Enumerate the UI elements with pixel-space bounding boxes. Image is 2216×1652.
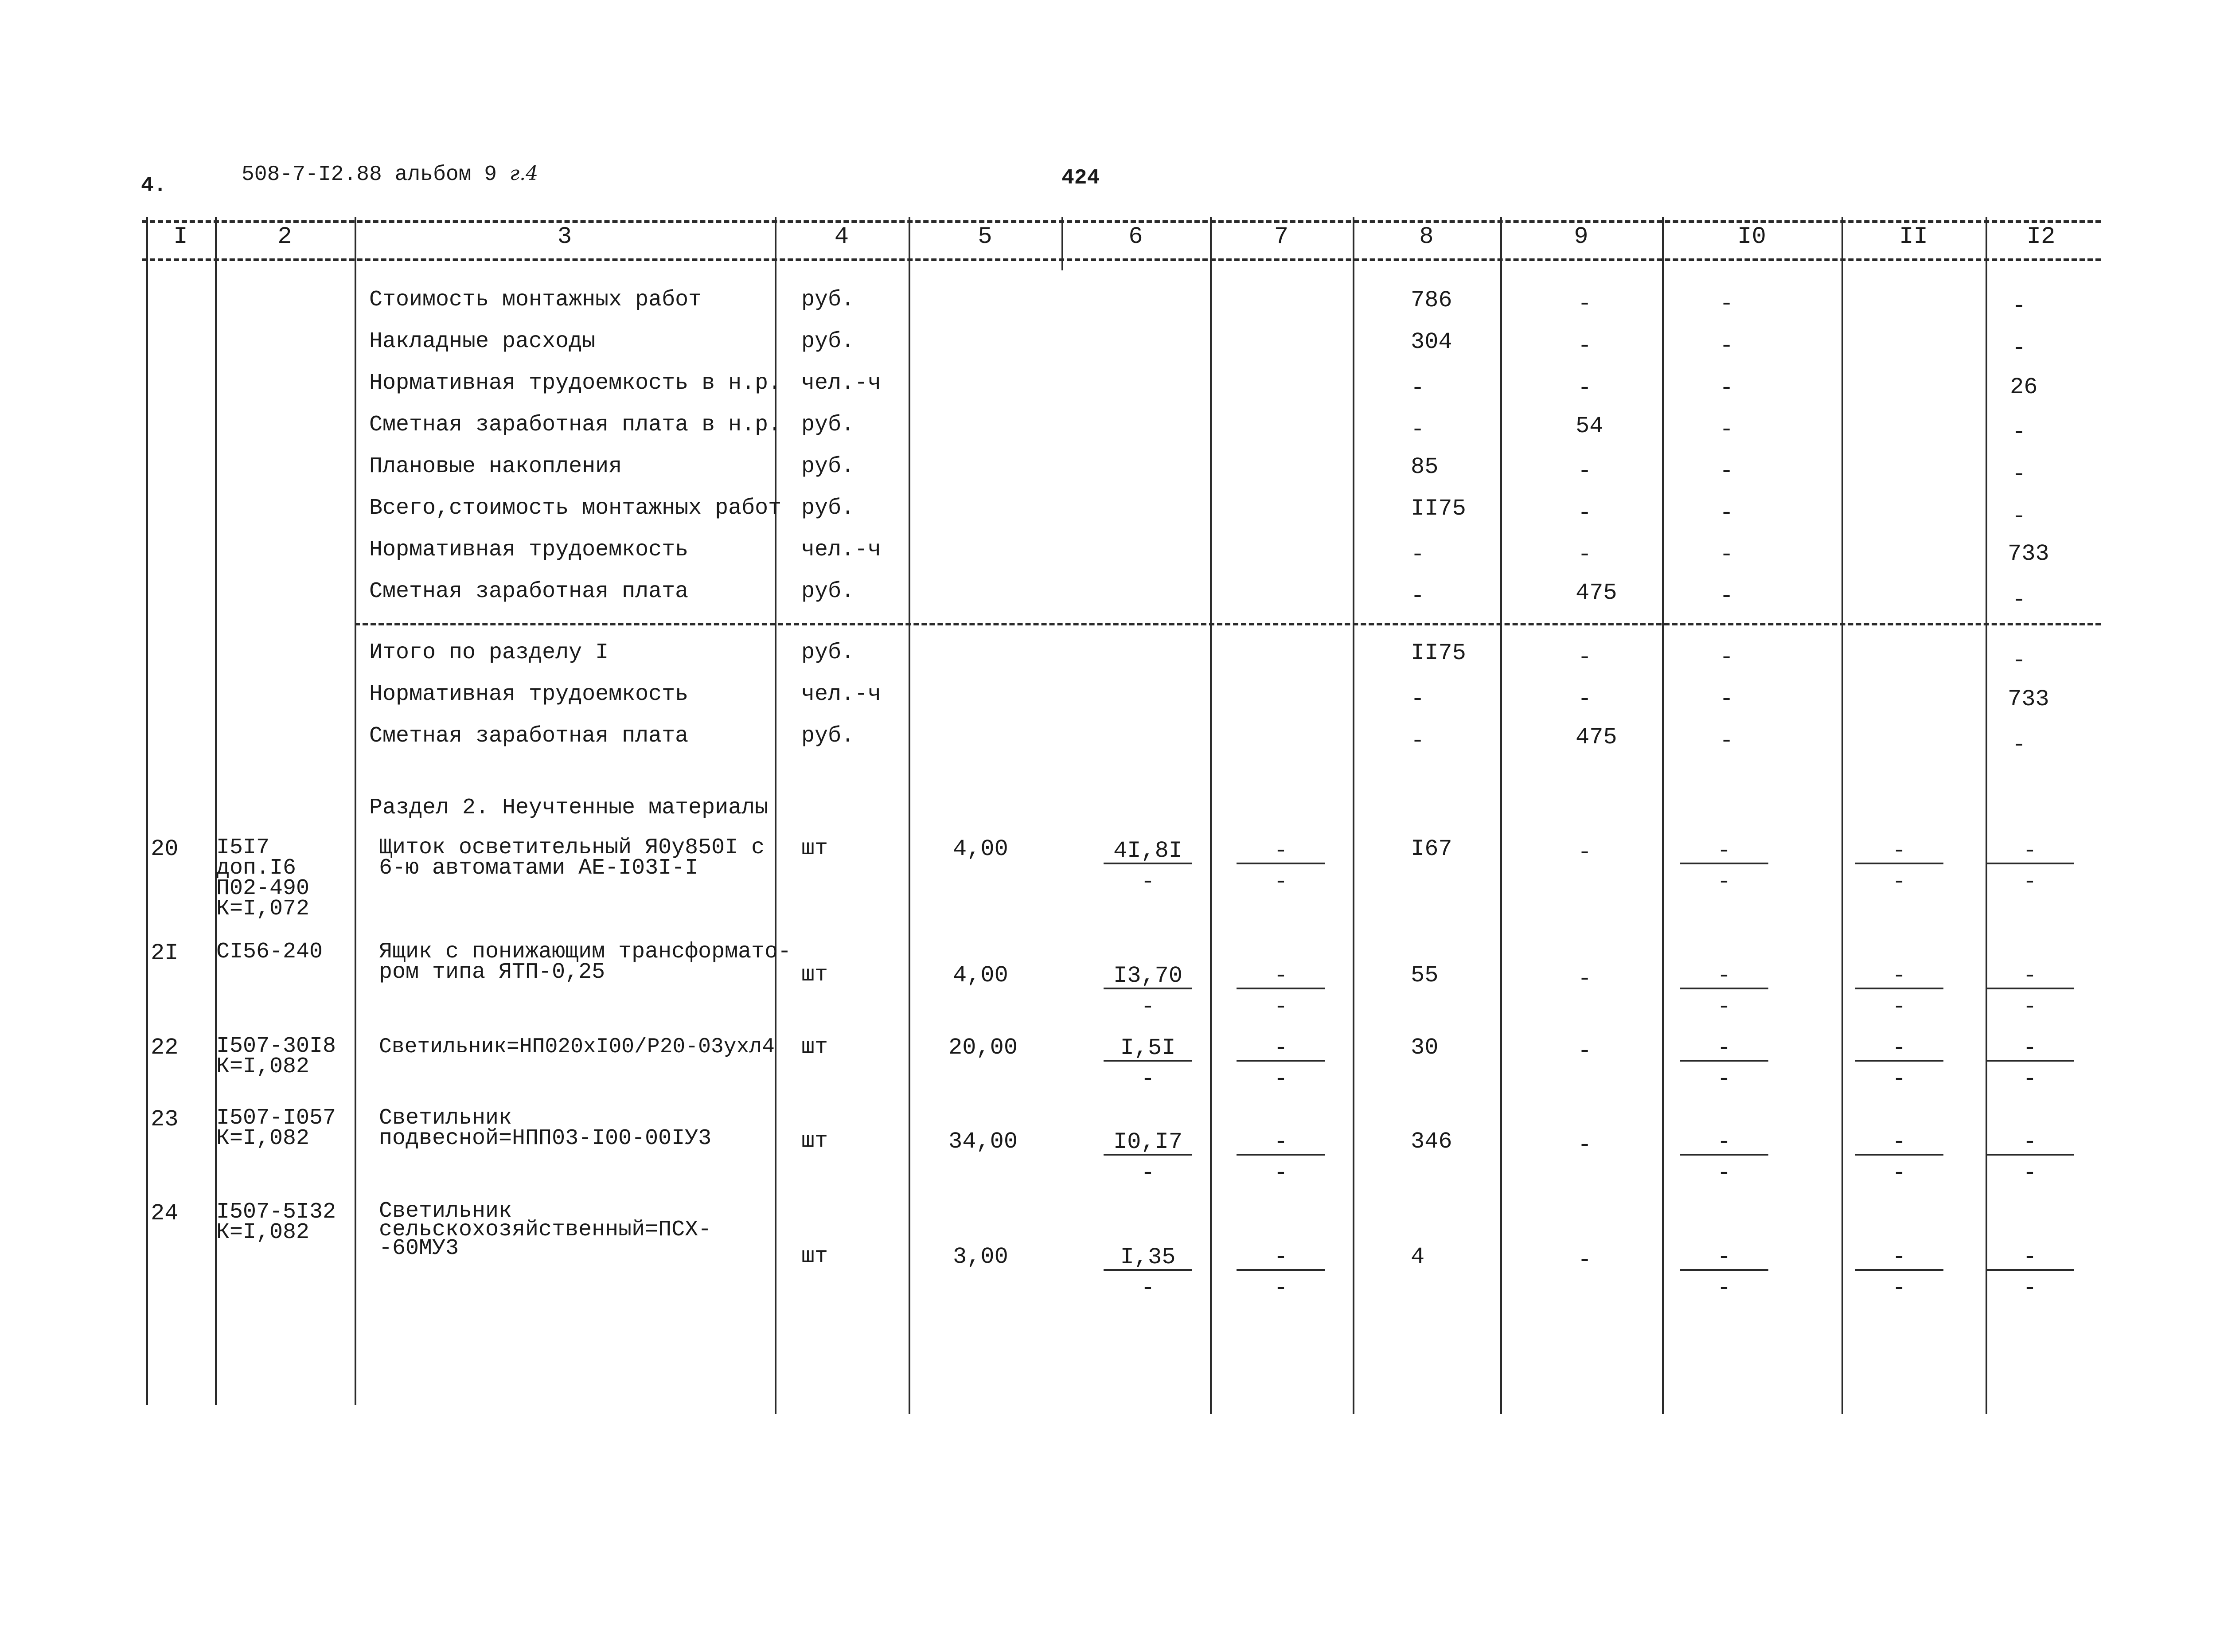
column-header: 9 xyxy=(1574,223,1588,250)
cell-col12: - xyxy=(2012,504,2026,530)
item-quantity: 4,00 xyxy=(953,836,1008,862)
col7-main: - xyxy=(1237,838,1325,864)
cell-col9: - xyxy=(1578,1038,1592,1064)
price-sub: - xyxy=(1141,869,1155,895)
cell-col8: 55 xyxy=(1411,962,1439,988)
row-name: Стоимость монтажных работ xyxy=(369,287,702,312)
page-number: 424 xyxy=(1061,166,1100,190)
cell-col10 xyxy=(1680,963,1768,1020)
col12-main: - xyxy=(1986,1035,2074,1062)
cell-col8: - xyxy=(1411,583,1425,609)
item-number: 20 xyxy=(151,836,179,862)
column-divider xyxy=(1986,217,1987,1414)
item-unit: шт xyxy=(801,836,828,861)
col7-main: - xyxy=(1237,1035,1325,1062)
cell-col10: - xyxy=(1720,500,1734,526)
cell-col8: 4 xyxy=(1411,1244,1425,1270)
price-main: I0,I7 xyxy=(1104,1129,1192,1156)
cell-col9: - xyxy=(1578,1132,1592,1158)
item-quantity: 20,00 xyxy=(948,1035,1018,1061)
row-name: Нормативная трудоемкость в н.р. xyxy=(369,371,782,396)
cell-col12: 733 xyxy=(2008,541,2049,567)
cell-col10: - xyxy=(1720,333,1734,359)
cell-col8: - xyxy=(1411,728,1425,754)
cell-col7 xyxy=(1237,1035,1325,1092)
row-name: Нормативная трудоемкость xyxy=(369,682,689,707)
cell-col9: - xyxy=(1578,500,1592,526)
row-unit: чел.-ч xyxy=(801,371,882,396)
row-name: Сметная заработная плата в н.р. xyxy=(369,412,782,437)
column-header: I0 xyxy=(1737,223,1766,250)
cell-col8: - xyxy=(1411,417,1425,443)
col7-sub: - xyxy=(1274,1160,1288,1186)
cell-col12: 26 xyxy=(2010,374,2038,400)
col10-sub: - xyxy=(1717,994,1731,1020)
row-name: Нормативная трудоемкость xyxy=(369,537,689,562)
column-divider xyxy=(1662,217,1664,1414)
column-divider xyxy=(146,217,148,1405)
row-unit: чел.-ч xyxy=(801,682,882,707)
row-unit: чел.-ч xyxy=(801,537,882,562)
col11-sub: - xyxy=(1892,1275,1906,1301)
cell-col9: - xyxy=(1578,291,1592,317)
document-reference xyxy=(242,164,538,185)
col12-sub: - xyxy=(2023,1275,2037,1301)
cell-col10: - xyxy=(1720,728,1734,754)
row-name: Всего,стоимость монтажных работ xyxy=(369,496,782,521)
item-quantity: 4,00 xyxy=(953,962,1008,988)
col7-main: - xyxy=(1237,1129,1325,1156)
item-code: I507-I057 К=I,082 xyxy=(216,1105,336,1151)
col12-main: - xyxy=(1986,1129,2074,1156)
col7-sub: - xyxy=(1274,994,1288,1020)
item-name: Щиток осветительный Я0у850I с 6-ю автоматами АЕ-I03I-I xyxy=(379,835,765,881)
cell-col12 xyxy=(1986,1244,2074,1301)
price-main: I,5I xyxy=(1104,1035,1192,1062)
item-unit: шт xyxy=(801,1035,828,1060)
cell-col9: 54 xyxy=(1576,413,1603,439)
cell-col10: - xyxy=(1720,417,1734,443)
cell-col10: - xyxy=(1720,458,1734,484)
cell-col12 xyxy=(1986,1129,2074,1186)
col12-main: - xyxy=(1986,963,2074,989)
price-sub: - xyxy=(1141,1160,1155,1186)
item-code: I5I7 доп.I6 П02-490 К=I,072 xyxy=(216,835,310,922)
cell-col8: 30 xyxy=(1411,1035,1439,1061)
cell-col7 xyxy=(1237,1244,1325,1301)
cell-col12: - xyxy=(2012,648,2026,674)
cell-col11 xyxy=(1855,838,1943,895)
cell-col7 xyxy=(1237,963,1325,1020)
column-header: II xyxy=(1899,223,1928,250)
col11-sub: - xyxy=(1892,869,1906,895)
row-unit: руб. xyxy=(801,329,855,354)
cell-col8: - xyxy=(1411,542,1425,568)
header-bottom-rule xyxy=(142,258,2101,261)
column-divider xyxy=(355,217,356,1405)
cell-col12: - xyxy=(2012,461,2026,488)
price-sub: - xyxy=(1141,994,1155,1020)
section-title: Раздел 2. Неучтенные материалы xyxy=(369,795,769,820)
column-divider xyxy=(1210,217,1212,1414)
column-header: 8 xyxy=(1419,223,1434,250)
col12-main: - xyxy=(1986,838,2074,864)
row-unit: руб. xyxy=(801,723,855,749)
item-number: 23 xyxy=(151,1106,179,1133)
cell-col9: - xyxy=(1578,966,1592,992)
cell-col8: - xyxy=(1411,686,1425,712)
cell-col8: I67 xyxy=(1411,836,1452,862)
cell-col10: - xyxy=(1720,375,1734,401)
cell-col8: II75 xyxy=(1411,496,1466,522)
cell-col9: - xyxy=(1578,686,1592,712)
price-sub: - xyxy=(1141,1275,1155,1301)
cell-col11 xyxy=(1855,1129,1943,1186)
col10-sub: - xyxy=(1717,1066,1731,1092)
cell-col10: - xyxy=(1720,644,1734,671)
col7-sub: - xyxy=(1274,1275,1288,1301)
item-name: Светильник=НП020хI00/Р20-03ухл4 xyxy=(379,1035,775,1059)
col10-sub: - xyxy=(1717,869,1731,895)
col12-sub: - xyxy=(2023,1066,2037,1092)
col10-main: - xyxy=(1680,838,1768,864)
col10-sub: - xyxy=(1717,1275,1731,1301)
item-name: Ящик с понижающим трансформато- ром типа ЯТП-0,25 xyxy=(379,939,792,985)
cell-col11 xyxy=(1855,963,1943,1020)
cell-col12: - xyxy=(2012,587,2026,613)
row-name: Плановые накопления xyxy=(369,454,622,479)
section-marker: 4. xyxy=(141,174,167,198)
item-number: 24 xyxy=(151,1200,179,1226)
document-reference-code: 508-7-I2.88 альбом 9 xyxy=(242,163,510,187)
row-unit: руб. xyxy=(801,496,855,521)
col11-main: - xyxy=(1855,838,1943,864)
item-unit: шт xyxy=(801,1129,828,1154)
cell-col8: 85 xyxy=(1411,454,1439,480)
row-unit: руб. xyxy=(801,287,855,312)
cell-col9: - xyxy=(1578,1247,1592,1273)
column-header: I xyxy=(173,223,188,250)
cell-col10 xyxy=(1680,1244,1768,1301)
cell-col10: - xyxy=(1720,583,1734,609)
cell-col12: - xyxy=(2012,335,2026,361)
price-main: 4I,8I xyxy=(1104,838,1192,864)
cell-col9: - xyxy=(1578,375,1592,401)
column-header: 6 xyxy=(1128,223,1143,250)
cell-col10: - xyxy=(1720,291,1734,317)
cell-col8: 346 xyxy=(1411,1129,1452,1155)
item-unit: шт xyxy=(801,962,828,988)
cell-col11 xyxy=(1855,1035,1943,1092)
cell-col10 xyxy=(1680,1035,1768,1092)
cell-col9: 475 xyxy=(1576,724,1617,750)
cell-col10: - xyxy=(1720,542,1734,568)
cell-col9: - xyxy=(1578,458,1592,484)
cell-col7 xyxy=(1237,838,1325,895)
row-unit: руб. xyxy=(801,640,855,665)
column-divider xyxy=(775,217,776,1414)
cell-col12: - xyxy=(2012,732,2026,758)
cell-col10 xyxy=(1680,1129,1768,1186)
cell-col12: - xyxy=(2012,419,2026,445)
item-name: Светильник сельскохозяйственный=ПСХ- -60МУ3 xyxy=(379,1199,712,1261)
price-main: I3,70 xyxy=(1104,963,1192,989)
item-price xyxy=(1104,1244,1192,1301)
column-header: 2 xyxy=(277,223,292,250)
price-main: I,35 xyxy=(1104,1244,1192,1271)
col12-sub: - xyxy=(2023,1160,2037,1186)
cell-col9: - xyxy=(1578,542,1592,568)
column-header: 7 xyxy=(1274,223,1289,250)
header-top-rule xyxy=(142,220,2101,223)
cell-col12: 733 xyxy=(2008,686,2049,712)
cell-col9: - xyxy=(1578,644,1592,671)
cell-col12: - xyxy=(2012,293,2026,319)
col10-main: - xyxy=(1680,1129,1768,1156)
item-name: Светильник подвесной=НПП03-I00-00IУ3 xyxy=(379,1105,712,1151)
handwritten-note: г.4 xyxy=(509,162,538,185)
item-price xyxy=(1104,1129,1192,1186)
cell-col10: - xyxy=(1720,686,1734,712)
col10-main: - xyxy=(1680,1035,1768,1062)
column-divider xyxy=(1353,217,1354,1414)
item-number: 2I xyxy=(151,940,179,966)
item-code: I507-5I32 К=I,082 xyxy=(216,1199,336,1245)
row-name: Сметная заработная плата xyxy=(369,723,689,749)
cell-col12 xyxy=(1986,963,2074,1020)
row-name: Накладные расходы xyxy=(369,329,596,354)
cell-col9: 475 xyxy=(1576,580,1617,606)
summary-separator-rule xyxy=(355,623,2101,625)
item-unit: шт xyxy=(801,1244,828,1269)
item-quantity: 3,00 xyxy=(953,1244,1008,1270)
col12-sub: - xyxy=(2023,869,2037,895)
col11-main: - xyxy=(1855,1129,1943,1156)
cell-col8: 786 xyxy=(1411,287,1452,313)
col11-sub: - xyxy=(1892,994,1906,1020)
item-quantity: 34,00 xyxy=(948,1129,1018,1155)
cell-col12 xyxy=(1986,1035,2074,1092)
cell-col8: 304 xyxy=(1411,329,1452,355)
row-name: Сметная заработная плата xyxy=(369,579,689,604)
cell-col8: II75 xyxy=(1411,640,1466,666)
price-sub: - xyxy=(1141,1066,1155,1092)
column-divider xyxy=(1841,217,1843,1414)
row-unit: руб. xyxy=(801,579,855,604)
item-price xyxy=(1104,963,1192,1020)
col7-main: - xyxy=(1237,1244,1325,1271)
col10-sub: - xyxy=(1717,1160,1731,1186)
cell-col11 xyxy=(1855,1244,1943,1301)
col11-main: - xyxy=(1855,963,1943,989)
col7-main: - xyxy=(1237,963,1325,989)
cell-col12 xyxy=(1986,838,2074,895)
column-header: 3 xyxy=(557,223,572,250)
item-price xyxy=(1104,1035,1192,1092)
col12-sub: - xyxy=(2023,994,2037,1020)
col7-sub: - xyxy=(1274,869,1288,895)
cell-col9: - xyxy=(1578,840,1592,866)
item-code: I507-30I8 К=I,082 xyxy=(216,1034,336,1079)
row-unit: руб. xyxy=(801,454,855,479)
row-unit: руб. xyxy=(801,412,855,437)
col7-sub: - xyxy=(1274,1066,1288,1092)
cell-col9: - xyxy=(1578,333,1592,359)
cell-col10 xyxy=(1680,838,1768,895)
column-divider xyxy=(909,217,910,1414)
cell-col7 xyxy=(1237,1129,1325,1186)
column-header: 4 xyxy=(834,223,849,250)
cell-col8: - xyxy=(1411,375,1425,401)
column-header: 5 xyxy=(978,223,992,250)
item-code: CI56-240 xyxy=(216,939,323,965)
col10-main: - xyxy=(1680,963,1768,989)
item-number: 22 xyxy=(151,1035,179,1061)
col11-main: - xyxy=(1855,1035,1943,1062)
col12-main: - xyxy=(1986,1244,2074,1271)
col11-sub: - xyxy=(1892,1066,1906,1092)
row-name: Итого по разделу I xyxy=(369,640,609,665)
column-divider xyxy=(1500,217,1502,1414)
col10-main: - xyxy=(1680,1244,1768,1271)
col11-sub: - xyxy=(1892,1160,1906,1186)
col11-main: - xyxy=(1855,1244,1943,1271)
item-price xyxy=(1104,838,1192,895)
column-header: I2 xyxy=(2026,223,2056,250)
